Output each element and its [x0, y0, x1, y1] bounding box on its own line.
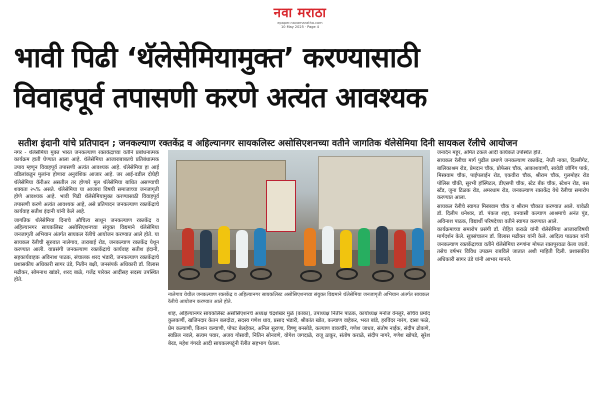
cyclist-figure	[412, 228, 424, 266]
rally-photo	[168, 150, 430, 290]
bicycle-shape	[372, 270, 394, 282]
cyclist-figure	[218, 226, 230, 264]
bicycle-shape	[214, 270, 236, 282]
cyclist-figure	[200, 230, 212, 268]
cyclist-figure	[236, 230, 248, 268]
article-column-left	[14, 150, 159, 396]
paragraph: नगर - थॅलेसेमिया मुक्त भारत जनकल्याण रक्तकेंद्राच्या वतीने प्रबोधनात्मक कार्यक्रम हाती घेण्यात आला आहे. थॅलेसेमिया आजाराबाबतचे प्रतिबंधात्मक उपाय म्हणून विवाहपूर्व तपासणी अत्यंत आवश्यक आहे. थॅलेसेमिया हा आई वडिलांकडून मुलांना होणारा अनुवंशिक आजार आहे. जर आई-वडील दोघेही थॅलेसेमिया कॅरीअर असतील तर होणारे मूल थॅलेसेमिया बाधित असण्याची शक्यता २५% असते. थॅलेसेमिया या आजारा विषयी समाजाच्या जनजागृती होणे आवश्यक आहे. भावी पिढी थॅलेसेमियामुक्त करण्यासाठी विवाहपूर्व तपासणी करणे अत्यंत आवश्यक आहे, असे प्रतिपादन जनकल्याण रक्तकेंद्राचे कार्यवाह सतीश इंदानी यांनी केले आहे.	[14, 150, 159, 216]
building-shape	[318, 156, 423, 230]
headline-line-1: भावी पिढी ‘थॅलेसेमियामुक्त’ करण्यासाठी	[14, 41, 420, 74]
bicycle-shape	[300, 270, 322, 282]
bicycle-shape	[250, 268, 272, 280]
cyclist-figure	[358, 228, 370, 266]
date-page-line: 10 May 2025 · Page 4	[281, 25, 319, 29]
cyclist-figure	[394, 230, 406, 268]
paragraph: सायकल रॅलीचा मार्ग पुढील प्रमाणे जनकल्याण रक्तकेंद्र, नेप्ती नाका, दिल्लीगेट, बालिकाश्रम रोड, प्रेमदान चौक, प्रोफेसर चौक, आकाशवाणी, सावेडी जॉगिंग पार्क, मिस्त्रवाम चौक, पाईपलाईन रोड, एकवीरा चौक, श्रीराम चौक, गुलमोहर रोड पोलिस चौकी, सुरभी हॉस्पिटल, डीएसपी चौक, स्टेट बँक चौक, स्टेशन रोड, बस स्टँड, जुना टिळक रोड, अमरधाम रोड, जनकल्याण रक्तकेंद्र येथे रॅलीचा समारोप करण्यात आला.	[437, 158, 589, 202]
bicycle-shape	[178, 268, 200, 280]
headline	[14, 38, 589, 118]
paragraph: सायकल रॅलीचे स्वागत मिस्त्रवाम चौक व श्रीराम चौकात करण्यात आले. यावेळी डॉ. दिलीप धनेश्वर, डॉ. पंकज शहा, वनवासी कल्याण आश्रमाचे अनंत पुंड, अविनाश पाठक, विद्यार्थी परिषदेच्या वतीने स्वागत करण्यात आले.	[437, 203, 589, 225]
newspaper-logo: नवा मराठा	[273, 6, 327, 21]
cyclist-figure	[304, 228, 316, 266]
photo-caption: नालेगाव येथील जनकल्याण रक्तकेंद्र व अहिल्यानगर सायकलिस्ट असोसिएशनच्या संयुक्त विद्यमाने थॅलेसेमिया जनजागृती अभियान अंतर्गत सायकल रॅलीचे आयोजन करण्यात आले होते.	[168, 292, 430, 305]
cyclist-figure	[376, 226, 388, 264]
cyclist-figure	[340, 230, 352, 268]
article-column-right	[437, 150, 589, 396]
cyclist-figure	[254, 228, 266, 266]
masthead	[0, 2, 600, 29]
subheadline: सतीश इंदानी यांचे प्रतिपादन ; जनकल्याण रक्तकेंद्र व अहिल्यानगर सायकलिस्ट असोसिएशनच्या वतीने जागतिक थॅलेसेमिया दिनी सायकल रॅलीचे आयोजन	[18, 139, 518, 149]
paragraph: कार्यक्रमाच्या समारोप प्रसंगी डॉ. रोहित कराळे यांनी थॅलेसेमिया आजाराविषयी मार्गदर्शन केले. सूत्रसंचालन डॉ. विलास मढीकर यांनी केले. आदित्य पाठकर यांनी जनकल्याण रक्तकेंद्राच्या वतीने थॅलेसेमिया रुग्णांना मोफत रक्तपुरवठा केला जातो. तसेच वर्षभर विविध उपक्रम राबविले जातात अशी माहिती दिली. प्रशासकीय अधिकारी सागर उंडे यांनी आभार मानले.	[437, 227, 589, 263]
website-line: epaper.navamaratha.com	[277, 21, 323, 25]
bicycle-shape	[404, 268, 426, 280]
paragraph: जनार्दन महूर, अमित टकले आदी कार्यकर्ते उपस्थित होते.	[437, 150, 543, 156]
bicycle-shape	[336, 268, 358, 280]
cyclist-figure	[182, 228, 194, 266]
article-column-middle	[168, 311, 430, 396]
paragraph: शाह, अहिल्यानगर सायकलिस्ट असोसिएशनचे अध्यक्ष चंद्रशेखर मुळे (काका), उपाध्यक्ष नितीन पाठक, कार्याध्यक्ष मनोज वेनलुरे, सचिव प्रमोद कुलकर्णी, खजिनदार केतन बलदोटा, सदस्य गणेश धाव, प्रसाद भंडारी, श्रीकांत खोत, कल्याण वाहेकर, भरत बांडे, हरविंदर नारंग, दासा फळे, प्रेम कल्याणी, किशन वल्याणी, पोपट बेलहेकर, अनिल सुराणा, विष्णु बनसोडे, कल्याण वाकचौरे, गणेश जाधव, संतोष नाईक, संदीप ढोकणे, स्वप्निल नवले, सत्यम पवार, अजय गोसावी, नितिन सोनवणे, योगेश जगदाळे, राजू ठाकूर, संतोष कराळे, संदीप नागरे, गणेश खोपडे, सुरेश बेरड, महेश गंगरडे आदी सायकलपटूंनी रॅलीत सहभाग घेतला.	[168, 311, 430, 347]
banner-shape	[266, 180, 296, 232]
headline-line-2: विवाहपूर्व तपासणी करणे अत्यंत आवश्यक	[14, 81, 427, 114]
paragraph: जागतिक थॅलेसेमिया दिनाचे औचित्य साधून जनकल्याण रक्तकेंद्र व अहिल्यानगर सायकलिस्ट असोसिएशनच्या संयुक्त विद्यमाने थॅलेसेमिया जनजागृती अभियान अंतर्गत सायकल रॅलीचे आयोजन करण्यात आले होते. या सायकल रॅलीची सुरुवात नालेगाव, ताराबाई रोड, जनकल्याण रक्तकेंद्र येथून करण्यात आली. याप्रसंगी जनकल्याण रक्तकेंद्राचे कार्यवाह सतीश इंदानी, सहकार्यवाहक अविनाश पाठक, संचालक शरद भंडारी, जनकल्याण रक्तकेंद्राचे प्रशासकीय अधिकारी सागर उंडे, नितीन बक्षी, जनसंपर्क अधिकारी डॉ. विलास मढीकर, सोमनाथ खांडरे, शरद बाळे, गजेंद्र पारेकर आदींसह सदस्य उपस्थित होते.	[14, 217, 159, 283]
cyclist-figure	[322, 226, 334, 264]
